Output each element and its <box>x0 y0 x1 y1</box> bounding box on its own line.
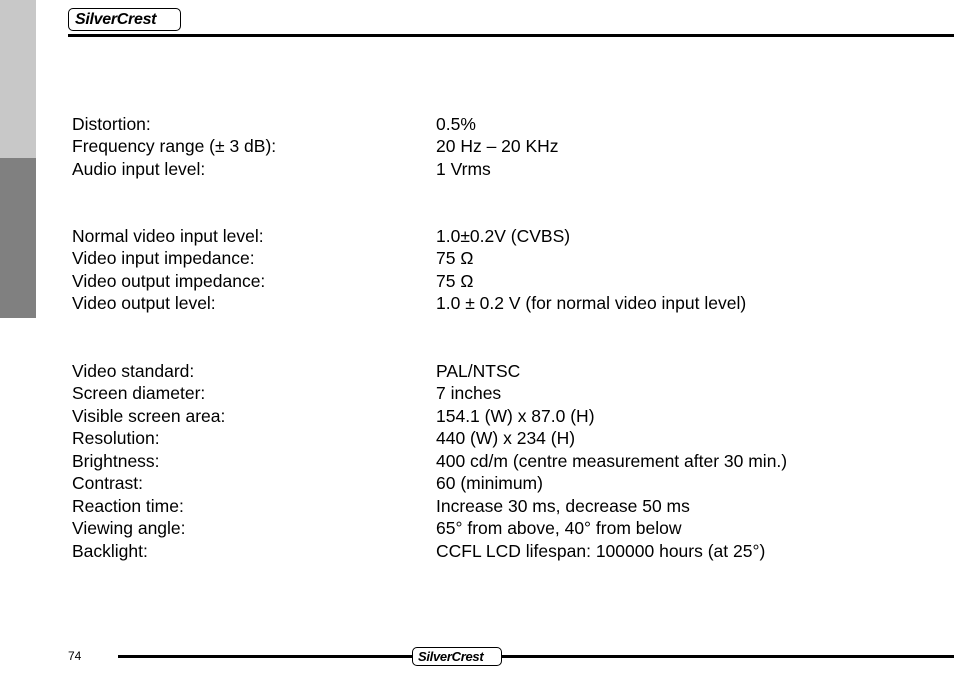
spec-value: CCFL LCD lifespan: 100000 hours (at 25°) <box>436 541 766 561</box>
brand-logo-header: SilverCrest <box>68 8 181 31</box>
spec-label: Brightness: <box>72 451 160 471</box>
footer-rule <box>118 655 954 658</box>
spec-value: 1 Vrms <box>436 159 491 179</box>
spec-row-distortion <box>72 113 942 135</box>
spec-value: PAL/NTSC <box>436 361 521 381</box>
spec-label: Reaction time: <box>72 496 184 516</box>
spec-label: Visible screen area: <box>72 406 226 426</box>
brand-logo-footer: SilverCrest <box>412 647 502 666</box>
spec-row-video-standard <box>72 360 942 382</box>
spec-row-resolution <box>72 427 942 449</box>
spec-row-visible-screen-area <box>72 405 942 427</box>
spec-value: 154.1 (W) x 87.0 (H) <box>436 406 595 426</box>
spec-label: Resolution: <box>72 428 160 448</box>
spec-value: 440 (W) x 234 (H) <box>436 428 576 448</box>
spec-label: Contrast: <box>72 473 143 493</box>
spec-row-video-output-impedance <box>72 270 942 292</box>
spec-label: Video standard: <box>72 361 195 381</box>
spec-row-normal-video-input-level <box>72 225 942 247</box>
side-tab-light <box>0 0 36 158</box>
spec-label: Audio input level: <box>72 159 206 179</box>
spec-value: 7 inches <box>436 383 502 403</box>
spec-label: Video output impedance: <box>72 271 266 291</box>
spec-row-video-input-impedance <box>72 247 942 269</box>
spec-row-reaction-time <box>72 495 942 517</box>
spec-value: 60 (minimum) <box>436 473 543 493</box>
spec-value: 1.0 ± 0.2 V (for normal video input level) <box>436 293 747 313</box>
spec-row-frequency-range <box>72 135 942 157</box>
spec-row-backlight <box>72 540 942 562</box>
spec-row-audio-input-level <box>72 158 942 180</box>
spec-label: Video output level: <box>72 293 216 313</box>
spec-value: 75 Ω <box>436 248 474 268</box>
spec-value: 0.5% <box>436 114 476 134</box>
spec-label: Viewing angle: <box>72 518 186 538</box>
spec-value: 20 Hz – 20 KHz <box>436 136 559 156</box>
spec-value: 1.0±0.2V (CVBS) <box>436 226 571 246</box>
spec-label: Distortion: <box>72 114 151 134</box>
side-tab-dark <box>0 158 36 318</box>
spec-label: Screen diameter: <box>72 383 206 403</box>
spec-row-viewing-angle <box>72 517 942 539</box>
spec-value: 400 cd/m (centre measurement after 30 min.) <box>436 451 788 471</box>
spec-row-brightness <box>72 450 942 472</box>
spec-label: Normal video input level: <box>72 226 264 246</box>
spec-row-contrast <box>72 472 942 494</box>
spec-label: Video input impedance: <box>72 248 255 268</box>
spec-label: Frequency range (± 3 dB): <box>72 136 277 156</box>
page-number: 74 <box>68 649 82 663</box>
header-rule <box>68 34 954 37</box>
spec-value: Increase 30 ms, decrease 50 ms <box>436 496 690 516</box>
spec-label: Backlight: <box>72 541 148 561</box>
spec-row-video-output-level <box>72 292 942 314</box>
spec-row-screen-diameter <box>72 382 942 404</box>
spec-value: 65° from above, 40° from below <box>436 518 682 538</box>
spec-value: 75 Ω <box>436 271 474 291</box>
